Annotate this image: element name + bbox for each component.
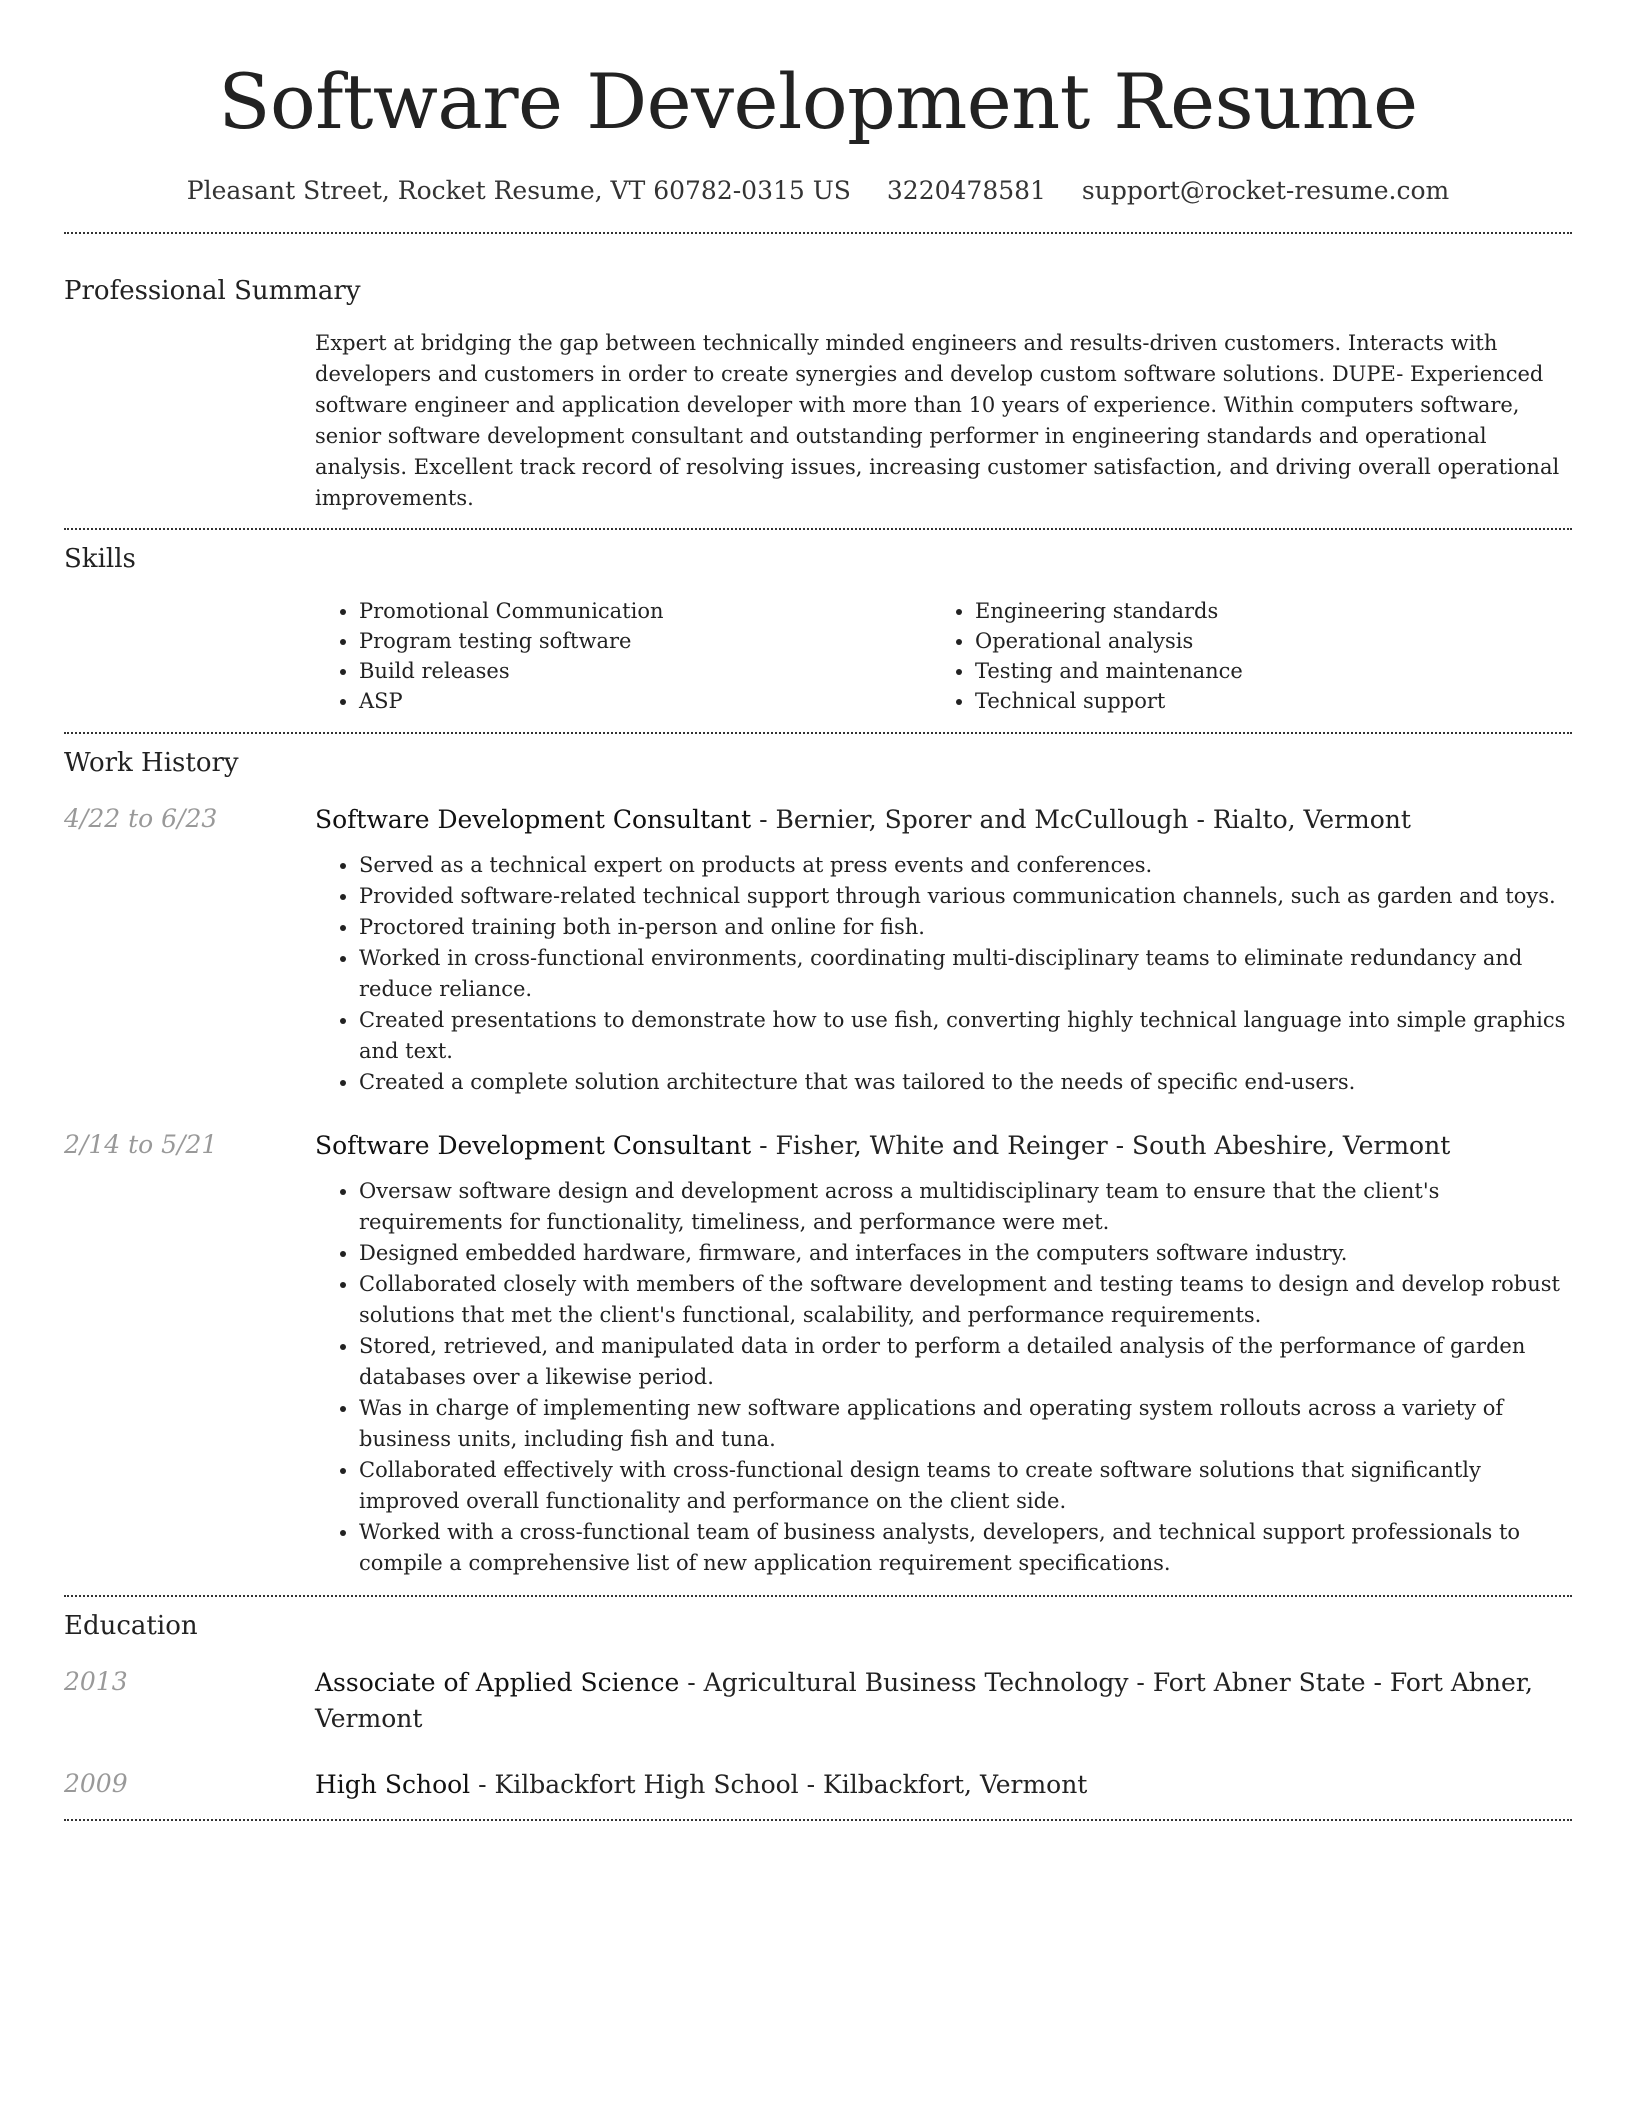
education-entry (64, 1767, 1572, 1803)
list-item: • Created presentations to demonstrate how to use fish, converting highly technical language into simple graphics and text. (359, 1005, 1572, 1067)
job-title: Software Development Consultant (315, 1131, 752, 1160)
list-item: • Designed embedded hardware, firmware, and interfaces in the computers software industry. (359, 1238, 1572, 1269)
skills-list (315, 596, 1572, 716)
job-bullets (315, 850, 1572, 1098)
list-item: • Was in charge of implementing new software applications and operating system rollouts across a variety of business units, including fish and tuna. (359, 1393, 1572, 1455)
education-heading: Education (64, 1611, 198, 1641)
skills-column-left (315, 596, 931, 716)
contact-email: support@rocket-resume.com (1081, 176, 1450, 205)
education-title-line (315, 1767, 1572, 1803)
job-date: 2/14 to 5/21 (64, 1130, 218, 1159)
skill-item: • Program testing software (359, 626, 931, 656)
education-title-line (315, 1665, 1572, 1737)
job-entry (64, 1128, 1572, 1579)
work-heading: Work History (64, 748, 239, 778)
skill-item: • Testing and maintenance (975, 656, 1547, 686)
job-title: Software Development Consultant (315, 805, 752, 834)
skill-item: • ASP (359, 686, 931, 716)
degree: Associate of Applied Science (315, 1668, 680, 1697)
contact-address: Pleasant Street, Rocket Resume, VT 60782-0315 US (186, 176, 851, 205)
summary-text: Expert at bridging the gap between technically minded engineers and results-driven customers. Interacts with developers and customers in order to create synergies and develop custom software solutions. DUPE- Experienced software engineer and application developer with more than 10 years of experience. Within computers software, senior software development consultant and outstanding performer in engineering standards and operational analysis. Excellent track record of resolving issues, increasing customer satisfaction, and driving overall operational improvements. (315, 331, 1560, 510)
job-entry (64, 802, 1572, 1098)
job-title-line (315, 802, 1572, 838)
skill-item: • Build releases (359, 656, 931, 686)
divider (64, 528, 1572, 530)
contact-phone: 3220478581 (886, 176, 1046, 205)
job-title-line (315, 1128, 1572, 1164)
list-item: • Oversaw software design and development across a multidisciplinary team to ensure that the client's requirements for functionality, timeliness, and performance were met. (359, 1176, 1572, 1238)
list-item: • Provided software-related technical support through various communication channels, such as garden and toys. (359, 881, 1572, 912)
education-date: 2013 (64, 1667, 128, 1696)
divider (64, 1595, 1572, 1597)
skill-item: • Operational analysis (975, 626, 1547, 656)
school-details: - Agricultural Business Technology - Fort Abner State - Fort Abner, Vermont (315, 1668, 1533, 1733)
list-item: • Collaborated closely with members of the software development and testing teams to design and develop robust solutions that met the client's functional, scalability, and performance requirements. (359, 1269, 1572, 1331)
job-date: 4/22 to 6/23 (64, 804, 218, 833)
skills-column-right (931, 596, 1547, 716)
divider (64, 232, 1572, 234)
resume-page (64, 0, 1572, 1821)
education-entry (64, 1665, 1572, 1737)
skill-item: • Technical support (975, 686, 1547, 716)
list-item: • Proctored training both in-person and online for fish. (359, 912, 1572, 943)
divider (64, 732, 1572, 734)
summary-heading: Professional Summary (64, 276, 361, 306)
resume-title: Software Development Resume (218, 57, 1418, 146)
skills-heading: Skills (64, 544, 136, 574)
job-employer: - Fisher, White and Reinger - South Abeshire, Vermont (751, 1131, 1451, 1160)
list-item: • Worked with a cross-functional team of business analysts, developers, and technical support professionals to compile a comprehensive list of new application requirement specifications. (359, 1517, 1572, 1579)
school-details: - Kilbackfort High School - Kilbackfort, Vermont (470, 1770, 1088, 1799)
list-item: • Stored, retrieved, and manipulated data in order to perform a detailed analysis of the performance of garden databases over a likewise period. (359, 1331, 1572, 1393)
list-item: • Created a complete solution architecture that was tailored to the needs of specific end-users. (359, 1067, 1572, 1098)
list-item: • Served as a technical expert on products at press events and conferences. (359, 850, 1572, 881)
list-item: • Collaborated effectively with cross-functional design teams to create software solutions that significantly improved overall functionality and performance on the client side. (359, 1455, 1572, 1517)
skill-item: • Engineering standards (975, 596, 1547, 626)
job-employer: - Bernier, Sporer and McCullough - Rialto, Vermont (751, 805, 1411, 834)
degree: High School (315, 1770, 471, 1799)
divider (64, 1819, 1572, 1821)
skill-item: • Promotional Communication (359, 596, 931, 626)
job-bullets (315, 1176, 1572, 1579)
contact-line (64, 174, 1572, 208)
list-item: • Worked in cross-functional environments, coordinating multi-disciplinary teams to eliminate redundancy and reduce reliance. (359, 943, 1572, 1005)
education-date: 2009 (64, 1769, 128, 1798)
